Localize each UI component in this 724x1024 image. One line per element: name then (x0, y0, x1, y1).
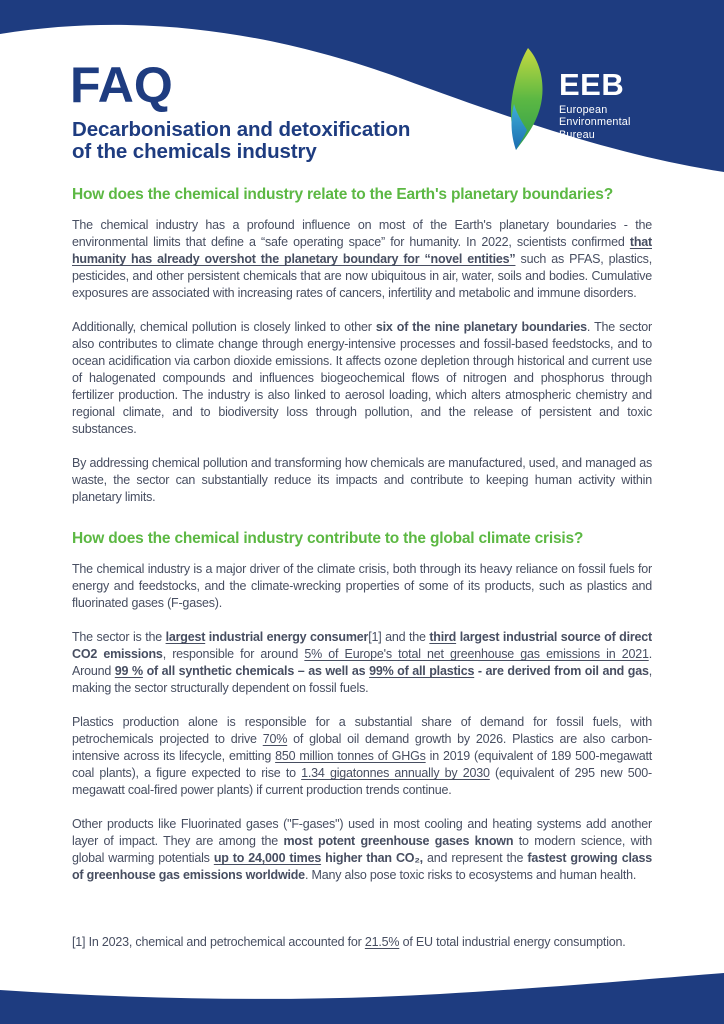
footnote (72, 934, 652, 951)
page-subtitle-line1: Decarbonisation and detoxification (72, 118, 411, 141)
text-link[interactable]: largest (165, 630, 206, 644)
paragraph-5 (72, 629, 652, 697)
text-run: such as PFAS, plastics, pesticides, and other persistent chemicals that are now ubiquitous in air, water, soils and bodies. Cumulative exposures are associated with increasing rates of cancers, infertility and metabolic and immune disorders. (72, 252, 652, 300)
text-run: , responsible for around (162, 647, 305, 661)
text-link[interactable]: 70% (262, 732, 288, 746)
text-run: fastest growing class of greenhouse gas emissions worldwide (72, 851, 652, 882)
text-run: [1] and the (368, 630, 430, 644)
text-link[interactable]: third (429, 630, 457, 644)
text-run: to modern science, with global warming potentials (72, 834, 653, 865)
text-link[interactable]: 99% of all plastics (369, 664, 475, 678)
leaf-icon (506, 48, 546, 150)
text-run: The chemical industry has a profound influence on most of the Earth's planetary boundaries - the environmental limits that define a “safe operating space” for humanity. In 2022, scientists confirmed (72, 218, 652, 249)
page-title: FAQ (70, 57, 173, 113)
logo-text (559, 48, 631, 150)
question-heading-2: How does the chemical industry contribute to the global climate crisis? (72, 530, 584, 547)
text-run: higher than CO₂, (321, 851, 423, 865)
page-subtitle-line2: of the chemicals industry (72, 139, 317, 163)
text-run: , making the sector structurally dependent on fossil fuels. (72, 664, 652, 695)
text-link[interactable]: up to 24,000 times (213, 851, 322, 865)
text-run: largest industrial source of direct CO2 emissions (72, 630, 652, 661)
logo-name-line1: European (559, 104, 608, 116)
text-run: . Many also pose toxic risks to ecosystems and human health. (304, 868, 637, 882)
page-subtitle (72, 119, 410, 162)
text-link[interactable]: 5% of Europe's total net greenhouse gas emissions in 2021 (304, 647, 649, 661)
logo-name-line2: Environmental (559, 116, 631, 129)
logo-name (559, 104, 631, 141)
logo-acronym: EEB (559, 67, 625, 102)
eeb-logo (506, 48, 631, 150)
text-run: six of the nine planetary boundaries (375, 320, 587, 334)
logo-name-line3: Bureau (559, 128, 596, 141)
text-link[interactable]: that humanity has already overshot the planetary boundary for “novel entities” (72, 235, 652, 266)
text-run: Additionally, chemical pollution is closely linked to other (72, 320, 376, 334)
paragraph-2 (72, 319, 652, 438)
document-body (72, 186, 652, 901)
paragraph-3 (72, 455, 652, 506)
text-run: By addressing chemical pollution and transforming how chemicals are manufactured, used, and managed as waste, the sector can substantially reduce its impacts and contribute to keeping human activity within planetary limits. (72, 456, 652, 504)
text-run: The sector is the (72, 630, 166, 644)
question-heading-1: How does the chemical industry relate to the Earth's planetary boundaries? (72, 186, 613, 203)
text-run: in 2019 (equivalent of 189 500-megawatt coal plants), a figure expected to rise to (72, 749, 652, 780)
paragraph-7 (72, 816, 652, 884)
text-link[interactable]: 850 million tonnes of GHGs (275, 749, 426, 763)
text-run: most potent greenhouse gases known (283, 834, 514, 848)
text-link[interactable]: 1.34 gigatonnes annually by 2030 (301, 766, 490, 780)
text-link[interactable]: 99 % (114, 664, 143, 678)
paragraph-6 (72, 714, 652, 799)
text-run: - are derived from oil and gas (474, 664, 649, 678)
text-link[interactable]: 21.5% (364, 935, 400, 949)
footer-wave (0, 968, 724, 1024)
paragraph-4 (72, 561, 652, 612)
text-run: . The sector also contributes to climate change through energy-intensive processes and fossil-based feedstocks, and to ocean acidification via carbon dioxide emissions. It affects ozone depletion through historical and current use of halogenated compounds and influences biogeochemical flows of nitrogen and phosphorus through fertilizer production. The industry is also linked to aerosol loading, which alters atmospheric chemistry and regional climate, and to biodiversity loss through pollution, and the release of persistent and toxic substances. (72, 320, 652, 436)
text-run: industrial energy consumer (205, 630, 369, 644)
text-run: of EU total industrial energy consumption. (399, 935, 626, 949)
text-run: and represent the (422, 851, 528, 865)
text-run: Other products like Fluorinated gases ("F-gases") used in most cooling and heating systems add another layer of impact. They are among the (72, 817, 652, 848)
text-run: [1] In 2023, chemical and petrochemical accounted for (72, 935, 365, 949)
text-run: (equivalent of 295 new 500-megawatt coal-fired power plants) if current production trends continue. (72, 766, 652, 797)
text-run: . Around (72, 647, 652, 678)
text-run: The chemical industry is a major driver of the climate crisis, both through its heavy reliance on fossil fuels for energy and feedstocks, and the climate-wrecking properties of some of its products, such as plastics and fluorinated gases (F-gases). (72, 562, 652, 610)
text-run: Plastics production alone is responsible for a substantial share of demand for fossil fuels, with petrochemicals projected to drive (72, 715, 652, 746)
text-run: of all synthetic chemicals – as well as (142, 664, 370, 678)
text-run: of global oil demand growth by 2026. Plastics are also carbon-intensive across its lifecycle, emitting (72, 732, 652, 763)
paragraph-1 (72, 217, 652, 302)
